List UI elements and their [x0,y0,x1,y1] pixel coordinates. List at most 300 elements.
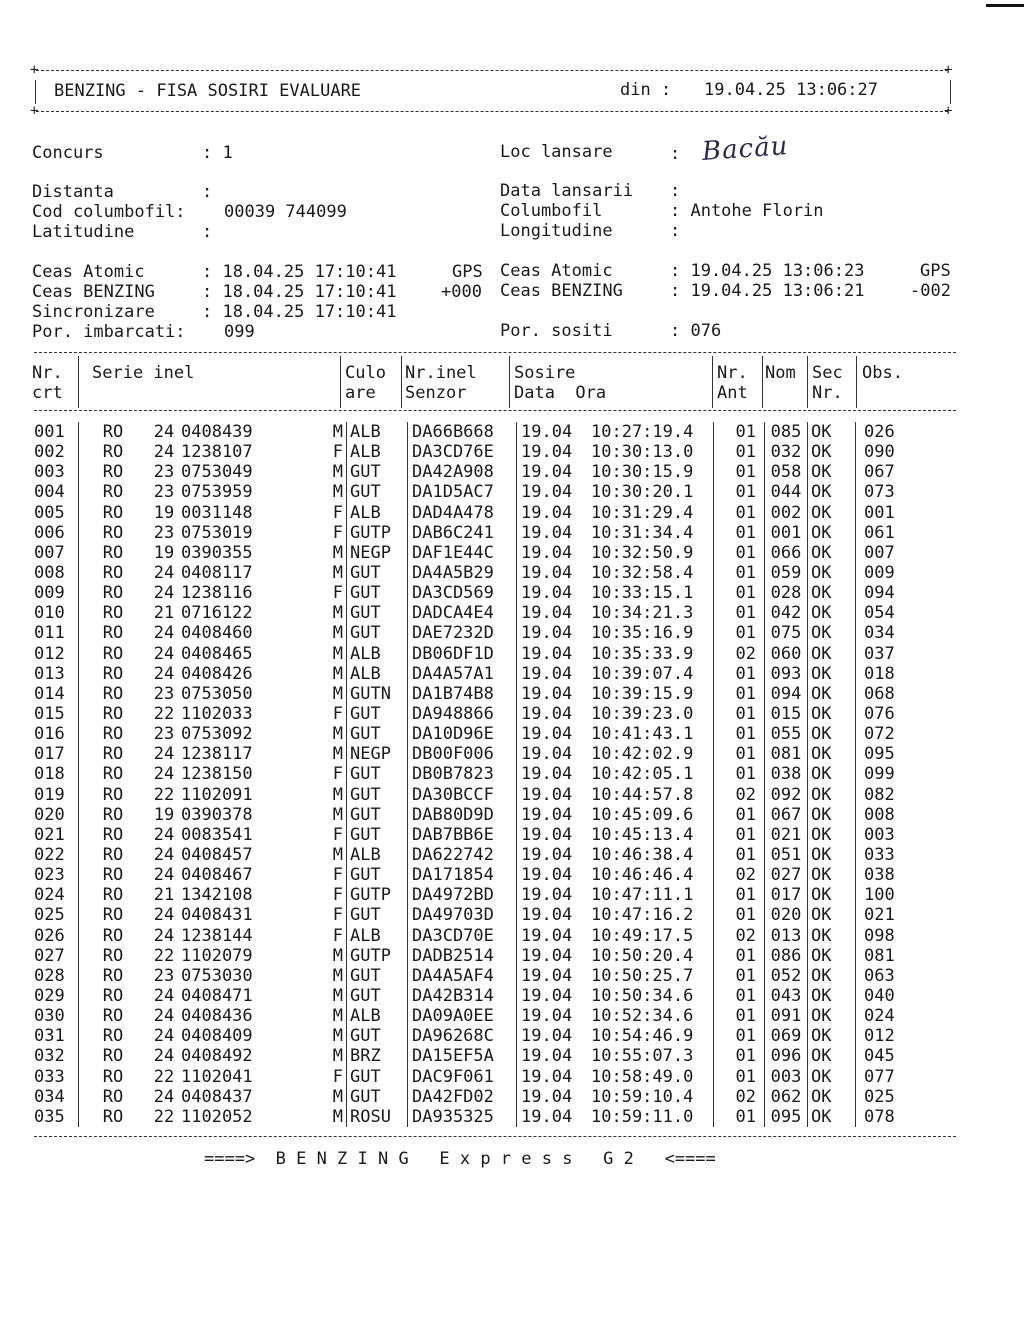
cell-arrival-date: 19.04 [521,804,573,825]
hdr-vline-8 [856,356,857,408]
cell-ring-number: 0408467 [181,865,253,886]
header-left-border [35,80,36,104]
hdr-vline-4 [509,356,510,408]
cell-nom: 027 [765,865,808,885]
cell-nom: 013 [765,926,808,946]
cell-sensor-ring: DA3CD569 [408,583,517,603]
cell-row-nr: 030 [32,1006,79,1026]
cell-security: OK [808,966,856,986]
cell-row-nr: 020 [32,805,79,825]
cell-arrival-time: 10:50:20.4 [591,946,714,966]
table-row [32,926,924,946]
cell-nom: 067 [765,805,808,825]
por-imbarcati-value: 099 [224,322,255,342]
cell-ring-country: RO [102,764,124,785]
cell-sensor-ring: DA15EF5A [408,1046,517,1066]
cell-security: OK [808,986,856,1006]
cell-row-nr: 007 [32,543,79,563]
cell-obs: 003 [864,824,895,845]
cell-nom: 091 [765,1006,808,1026]
cell-arrival-time: 10:42:05.1 [591,764,714,784]
cell-arrival-date: 19.04 [521,965,573,986]
cell-ring-year: 24 [153,905,175,926]
table-row [32,684,924,704]
cell-arrival-time: 10:34:21.3 [591,603,714,623]
cell-arrival-date: 19.04 [521,1066,573,1087]
cell-row-nr: 032 [32,1046,79,1066]
cell-ring-number: 1238144 [181,925,253,946]
cell-color: GUT [347,603,408,623]
cell-sex: M [281,805,347,825]
cell-ring-number: 0716122 [181,603,253,624]
cell-ring-country: RO [102,784,124,805]
cell-color: GUTP [347,523,408,543]
cell-arrival-date: 19.04 [521,1106,573,1127]
cell-arrival-date: 19.04 [521,824,573,845]
cell-antenna-nr: 01 [714,885,765,905]
cell-color: ALB [347,442,408,462]
cell-arrival-time: 10:41:43.1 [591,724,714,744]
cell-ring-year: 24 [153,845,175,866]
cell-ring-year: 24 [153,643,175,664]
cell-ring-year: 23 [153,724,175,745]
cell-security: OK [808,785,856,805]
cell-ring-number: 0753049 [181,462,253,483]
cell-color: NEGP [347,543,408,563]
cell-row-nr: 024 [32,885,79,905]
cell-obs: 073 [864,482,895,503]
cell-obs: 009 [864,563,895,584]
ceas-benzing-end-value: : 19.04.25 13:06:21 [670,281,865,301]
cell-ring-country: RO [102,542,124,563]
cell-ring-country: RO [102,804,124,825]
table-row [32,785,924,805]
cell-arrival-time: 10:39:15.9 [591,684,714,704]
cell-ring-country: RO [102,422,124,443]
cell-ring-year: 24 [153,824,175,845]
cell-ring-number: 0753050 [181,683,253,704]
cell-sensor-ring: DA1B74B8 [408,684,517,704]
cell-arrival-time: 10:52:34.6 [591,1006,714,1026]
cell-sensor-ring: DA10D96E [408,724,517,744]
ceas-benzing-end-suffix: -002 [910,281,951,301]
cell-nom: 062 [765,1087,808,1107]
cell-security: OK [808,664,856,684]
cell-ring-year: 22 [153,1066,175,1087]
cell-ring-year: 24 [153,744,175,765]
cell-sex: M [281,1046,347,1066]
col-header-nr: Nr. [32,363,63,383]
cell-row-nr: 001 [32,422,79,442]
cell-sex: M [281,1006,347,1026]
cell-nom: 093 [765,664,808,684]
cell-nom: 081 [765,744,808,764]
cell-obs: 063 [864,965,895,986]
ceas-benzing-start-value: : 18.04.25 17:10:41 [202,282,397,302]
cell-ring-year: 23 [153,482,175,503]
cell-arrival-date: 19.04 [521,764,573,785]
cell-security: OK [808,805,856,825]
cell-ring-year: 19 [153,804,175,825]
cell-obs: 072 [864,724,895,745]
cell-obs: 008 [864,804,895,825]
sincronizare-value: : 18.04.25 17:10:41 [202,302,397,322]
cell-ring-country: RO [102,643,124,664]
cell-antenna-nr: 01 [714,1046,765,1066]
cell-color: ROSU [347,1107,408,1127]
table-row [32,704,924,724]
cell-nom: 038 [765,764,808,784]
cell-color: GUT [347,825,408,845]
table-row [32,664,924,684]
cell-arrival-time: 10:35:33.9 [591,644,714,664]
cell-obs: 045 [864,1046,895,1067]
cell-antenna-nr: 01 [714,805,765,825]
latitudine-label: Latitudine [32,222,135,242]
cell-sex: M [281,744,347,764]
hdr-vline-6 [762,356,763,408]
cell-security: OK [808,724,856,744]
cell-arrival-time: 10:30:15.9 [591,462,714,482]
cell-sensor-ring: DA622742 [408,845,517,865]
cell-antenna-nr: 01 [714,764,765,784]
longitudine-sep: : [670,221,681,241]
table-row [32,1107,924,1127]
cell-security: OK [808,845,856,865]
cell-ring-country: RO [102,704,124,725]
cell-arrival-time: 10:45:09.6 [591,805,714,825]
cell-ring-number: 0408492 [181,1046,253,1067]
cell-sex: M [281,785,347,805]
table-header-bottom-border [34,410,956,411]
cell-sensor-ring: DA935325 [408,1107,517,1127]
cell-antenna-nr: 01 [714,422,765,442]
cell-sensor-ring: DA4A57A1 [408,664,517,684]
cell-arrival-time: 10:55:07.3 [591,1046,714,1066]
cell-arrival-time: 10:39:07.4 [591,664,714,684]
footer-brand: ====> B E N Z I N G E x p r e s s G 2 <==== [204,1149,716,1169]
cod-columbofil-value: 00039 744099 [224,202,347,222]
cell-ring-year: 24 [153,583,175,604]
cell-ring-country: RO [102,563,124,584]
distanta-label: Distanta [32,182,114,202]
col-header-nr-inel: Nr.inel [405,363,477,383]
cell-sex: F [281,704,347,724]
cell-sensor-ring: DA3CD76E [408,442,517,462]
cell-ring-year: 21 [153,885,175,906]
hdr-vline-2 [340,356,341,408]
cell-security: OK [808,885,856,905]
cell-sex: M [281,1087,347,1107]
cell-nom: 095 [765,1107,808,1127]
ceas-atomic-end-label: Ceas Atomic [500,261,613,281]
col-header-are: are [345,383,376,403]
cell-sex: M [281,966,347,986]
hdr-vline-3 [401,356,402,408]
cell-color: GUT [347,1026,408,1046]
cell-security: OK [808,543,856,563]
cell-security: OK [808,482,856,502]
cell-arrival-time: 10:35:16.9 [591,623,714,643]
cell-color: NEGP [347,744,408,764]
cell-security: OK [808,523,856,543]
cell-color: GUT [347,865,408,885]
table-row [32,905,924,925]
cell-row-nr: 005 [32,503,79,523]
table-row [32,603,924,623]
cell-color: ALB [347,1006,408,1026]
cell-sex: M [281,724,347,744]
cell-row-nr: 012 [32,644,79,664]
cell-color: GUTN [347,684,408,704]
cell-row-nr: 008 [32,563,79,583]
table-row [32,543,924,563]
cell-row-nr: 014 [32,684,79,704]
table-row [32,1026,924,1046]
cell-security: OK [808,462,856,482]
cell-color: ALB [347,503,408,523]
cell-color: ALB [347,644,408,664]
cell-ring-year: 23 [153,965,175,986]
ceas-benzing-end-label: Ceas BENZING [500,281,623,301]
cell-sex: F [281,926,347,946]
table-row [32,885,924,905]
ceas-benzing-start-label: Ceas BENZING [32,282,155,302]
cell-arrival-time: 10:59:11.0 [591,1107,714,1127]
cell-ring-country: RO [102,1066,124,1087]
cell-sex: M [281,946,347,966]
cell-arrival-time: 10:50:25.7 [591,966,714,986]
cell-nom: 015 [765,704,808,724]
cell-ring-year: 24 [153,865,175,886]
cell-antenna-nr: 02 [714,785,765,805]
cell-color: GUT [347,704,408,724]
longitudine-label: Longitudine [500,221,613,241]
cell-antenna-nr: 01 [714,563,765,583]
col-header-serie-inel: Serie inel [92,363,195,383]
cell-arrival-time: 10:31:29.4 [591,503,714,523]
cell-arrival-time: 10:39:23.0 [591,704,714,724]
col-header-ant: Ant [717,383,748,403]
cell-arrival-date: 19.04 [521,704,573,725]
cell-ring-year: 24 [153,1086,175,1107]
cell-color: GUT [347,583,408,603]
cell-nom: 042 [765,603,808,623]
loc-lansare-label: Loc lansare [500,142,613,162]
cell-sensor-ring: DADB2514 [408,946,517,966]
cell-antenna-nr: 01 [714,1067,765,1087]
cell-sex: M [281,422,347,442]
cell-arrival-date: 19.04 [521,643,573,664]
cell-obs: 077 [864,1066,895,1087]
cell-color: GUTP [347,885,408,905]
cell-sensor-ring: DAB6C241 [408,523,517,543]
cell-sex: M [281,543,347,563]
cell-nom: 055 [765,724,808,744]
cell-nom: 044 [765,482,808,502]
table-row [32,966,924,986]
cell-row-nr: 010 [32,603,79,623]
cell-ring-number: 0408426 [181,663,253,684]
cell-antenna-nr: 01 [714,523,765,543]
cell-ring-year: 24 [153,563,175,584]
cell-ring-number: 1342108 [181,885,253,906]
cell-obs: 025 [864,1086,895,1107]
cell-sex: F [281,583,347,603]
cell-antenna-nr: 01 [714,966,765,986]
cell-nom: 096 [765,1046,808,1066]
cell-ring-number: 0753030 [181,965,253,986]
cell-row-nr: 003 [32,462,79,482]
scan-edge-mark [986,4,1024,7]
cell-arrival-date: 19.04 [521,623,573,644]
cell-ring-number: 1238150 [181,764,253,785]
cell-antenna-nr: 01 [714,583,765,603]
cell-antenna-nr: 01 [714,845,765,865]
cell-sex: M [281,1107,347,1127]
cell-arrival-time: 10:46:38.4 [591,845,714,865]
cell-ring-year: 22 [153,945,175,966]
cell-obs: 094 [864,583,895,604]
cell-arrival-time: 10:54:46.9 [591,1026,714,1046]
cell-ring-country: RO [102,522,124,543]
cell-ring-country: RO [102,905,124,926]
cell-color: GUT [347,563,408,583]
cell-row-nr: 034 [32,1087,79,1107]
cell-row-nr: 011 [32,623,79,643]
table-row [32,845,924,865]
cell-ring-year: 24 [153,442,175,463]
cell-ring-year: 22 [153,704,175,725]
cell-sensor-ring: DA4A5B29 [408,563,517,583]
cell-sensor-ring: DB00F006 [408,744,517,764]
cell-arrival-date: 19.04 [521,603,573,624]
header-corner-bl: + [30,103,39,119]
columbofil-label: Columbofil [500,201,603,221]
columbofil-value: : Antohe Florin [670,201,824,221]
cell-ring-country: RO [102,623,124,644]
cell-ring-year: 22 [153,784,175,805]
cell-obs: 067 [864,462,895,483]
cell-arrival-date: 19.04 [521,1046,573,1067]
latitudine-sep: : [202,222,213,242]
cell-arrival-date: 19.04 [521,865,573,886]
cell-obs: 100 [864,885,895,906]
header-corner-tl: + [30,62,39,78]
cell-arrival-date: 19.04 [521,522,573,543]
table-row [32,805,924,825]
cell-sensor-ring: DADCA4E4 [408,603,517,623]
cell-ring-year: 24 [153,422,175,443]
cell-antenna-nr: 01 [714,1006,765,1026]
cell-ring-year: 24 [153,764,175,785]
cell-antenna-nr: 01 [714,825,765,845]
cell-security: OK [808,764,856,784]
cell-ring-year: 24 [153,1006,175,1027]
loc-lansare-handwritten: Bacău [701,131,790,167]
cell-ring-number: 1238107 [181,442,253,463]
cell-ring-country: RO [102,663,124,684]
cell-ring-country: RO [102,724,124,745]
cell-row-nr: 025 [32,905,79,925]
cell-ring-number: 0408460 [181,623,253,644]
table-header-top-border [34,352,956,353]
cell-antenna-nr: 02 [714,926,765,946]
concurs-label: Concurs [32,143,104,163]
cell-ring-country: RO [102,845,124,866]
cell-nom: 028 [765,583,808,603]
cell-ring-country: RO [102,824,124,845]
cell-obs: 021 [864,905,895,926]
cell-ring-country: RO [102,865,124,886]
cell-security: OK [808,644,856,664]
cell-nom: 021 [765,825,808,845]
document-title: BENZING - FISA SOSIRI EVALUARE [54,81,362,101]
table-row [32,946,924,966]
cell-nom: 086 [765,946,808,966]
cell-security: OK [808,603,856,623]
table-row [32,825,924,845]
header-corner-br: + [944,103,953,119]
cell-ring-number: 0753959 [181,482,253,503]
cell-color: GUT [347,724,408,744]
cell-antenna-nr: 01 [714,724,765,744]
cell-nom: 003 [765,1067,808,1087]
cell-nom: 060 [765,644,808,664]
cell-arrival-date: 19.04 [521,784,573,805]
cell-row-nr: 009 [32,583,79,603]
cell-sex: M [281,845,347,865]
cell-color: GUT [347,1087,408,1107]
cell-ring-year: 21 [153,603,175,624]
cell-ring-number: 0390355 [181,542,253,563]
cell-obs: 040 [864,986,895,1006]
cell-color: GUT [347,986,408,1006]
cell-obs: 061 [864,522,895,543]
cell-security: OK [808,623,856,643]
cell-sensor-ring: DA30BCCF [408,785,517,805]
cell-antenna-nr: 01 [714,462,765,482]
cell-ring-number: 0408436 [181,1006,253,1027]
cell-row-nr: 015 [32,704,79,724]
cell-ring-number: 0408465 [181,643,253,664]
cell-nom: 052 [765,966,808,986]
cell-sex: F [281,764,347,784]
cell-security: OK [808,1026,856,1046]
cell-row-nr: 031 [32,1026,79,1046]
cell-arrival-date: 19.04 [521,502,573,523]
cell-obs: 024 [864,1006,895,1027]
table-row [32,1087,924,1107]
cell-arrival-time: 10:33:15.1 [591,583,714,603]
cell-obs: 090 [864,442,895,463]
cell-ring-number: 1102052 [181,1106,253,1127]
cell-security: OK [808,422,856,442]
cell-antenna-nr: 02 [714,644,765,664]
cell-ring-country: RO [102,462,124,483]
cell-sensor-ring: DA948866 [408,704,517,724]
cell-row-nr: 033 [32,1067,79,1087]
cell-sensor-ring: DA3CD70E [408,926,517,946]
cell-sensor-ring: DA4A5AF4 [408,966,517,986]
table-row [32,583,924,603]
cell-ring-year: 24 [153,1026,175,1047]
cell-sensor-ring: DAD4A478 [408,503,517,523]
cell-sensor-ring: DAB80D9D [408,805,517,825]
hdr-vline-1 [78,356,79,408]
cell-arrival-time: 10:46:46.4 [591,865,714,885]
cell-sex: M [281,462,347,482]
